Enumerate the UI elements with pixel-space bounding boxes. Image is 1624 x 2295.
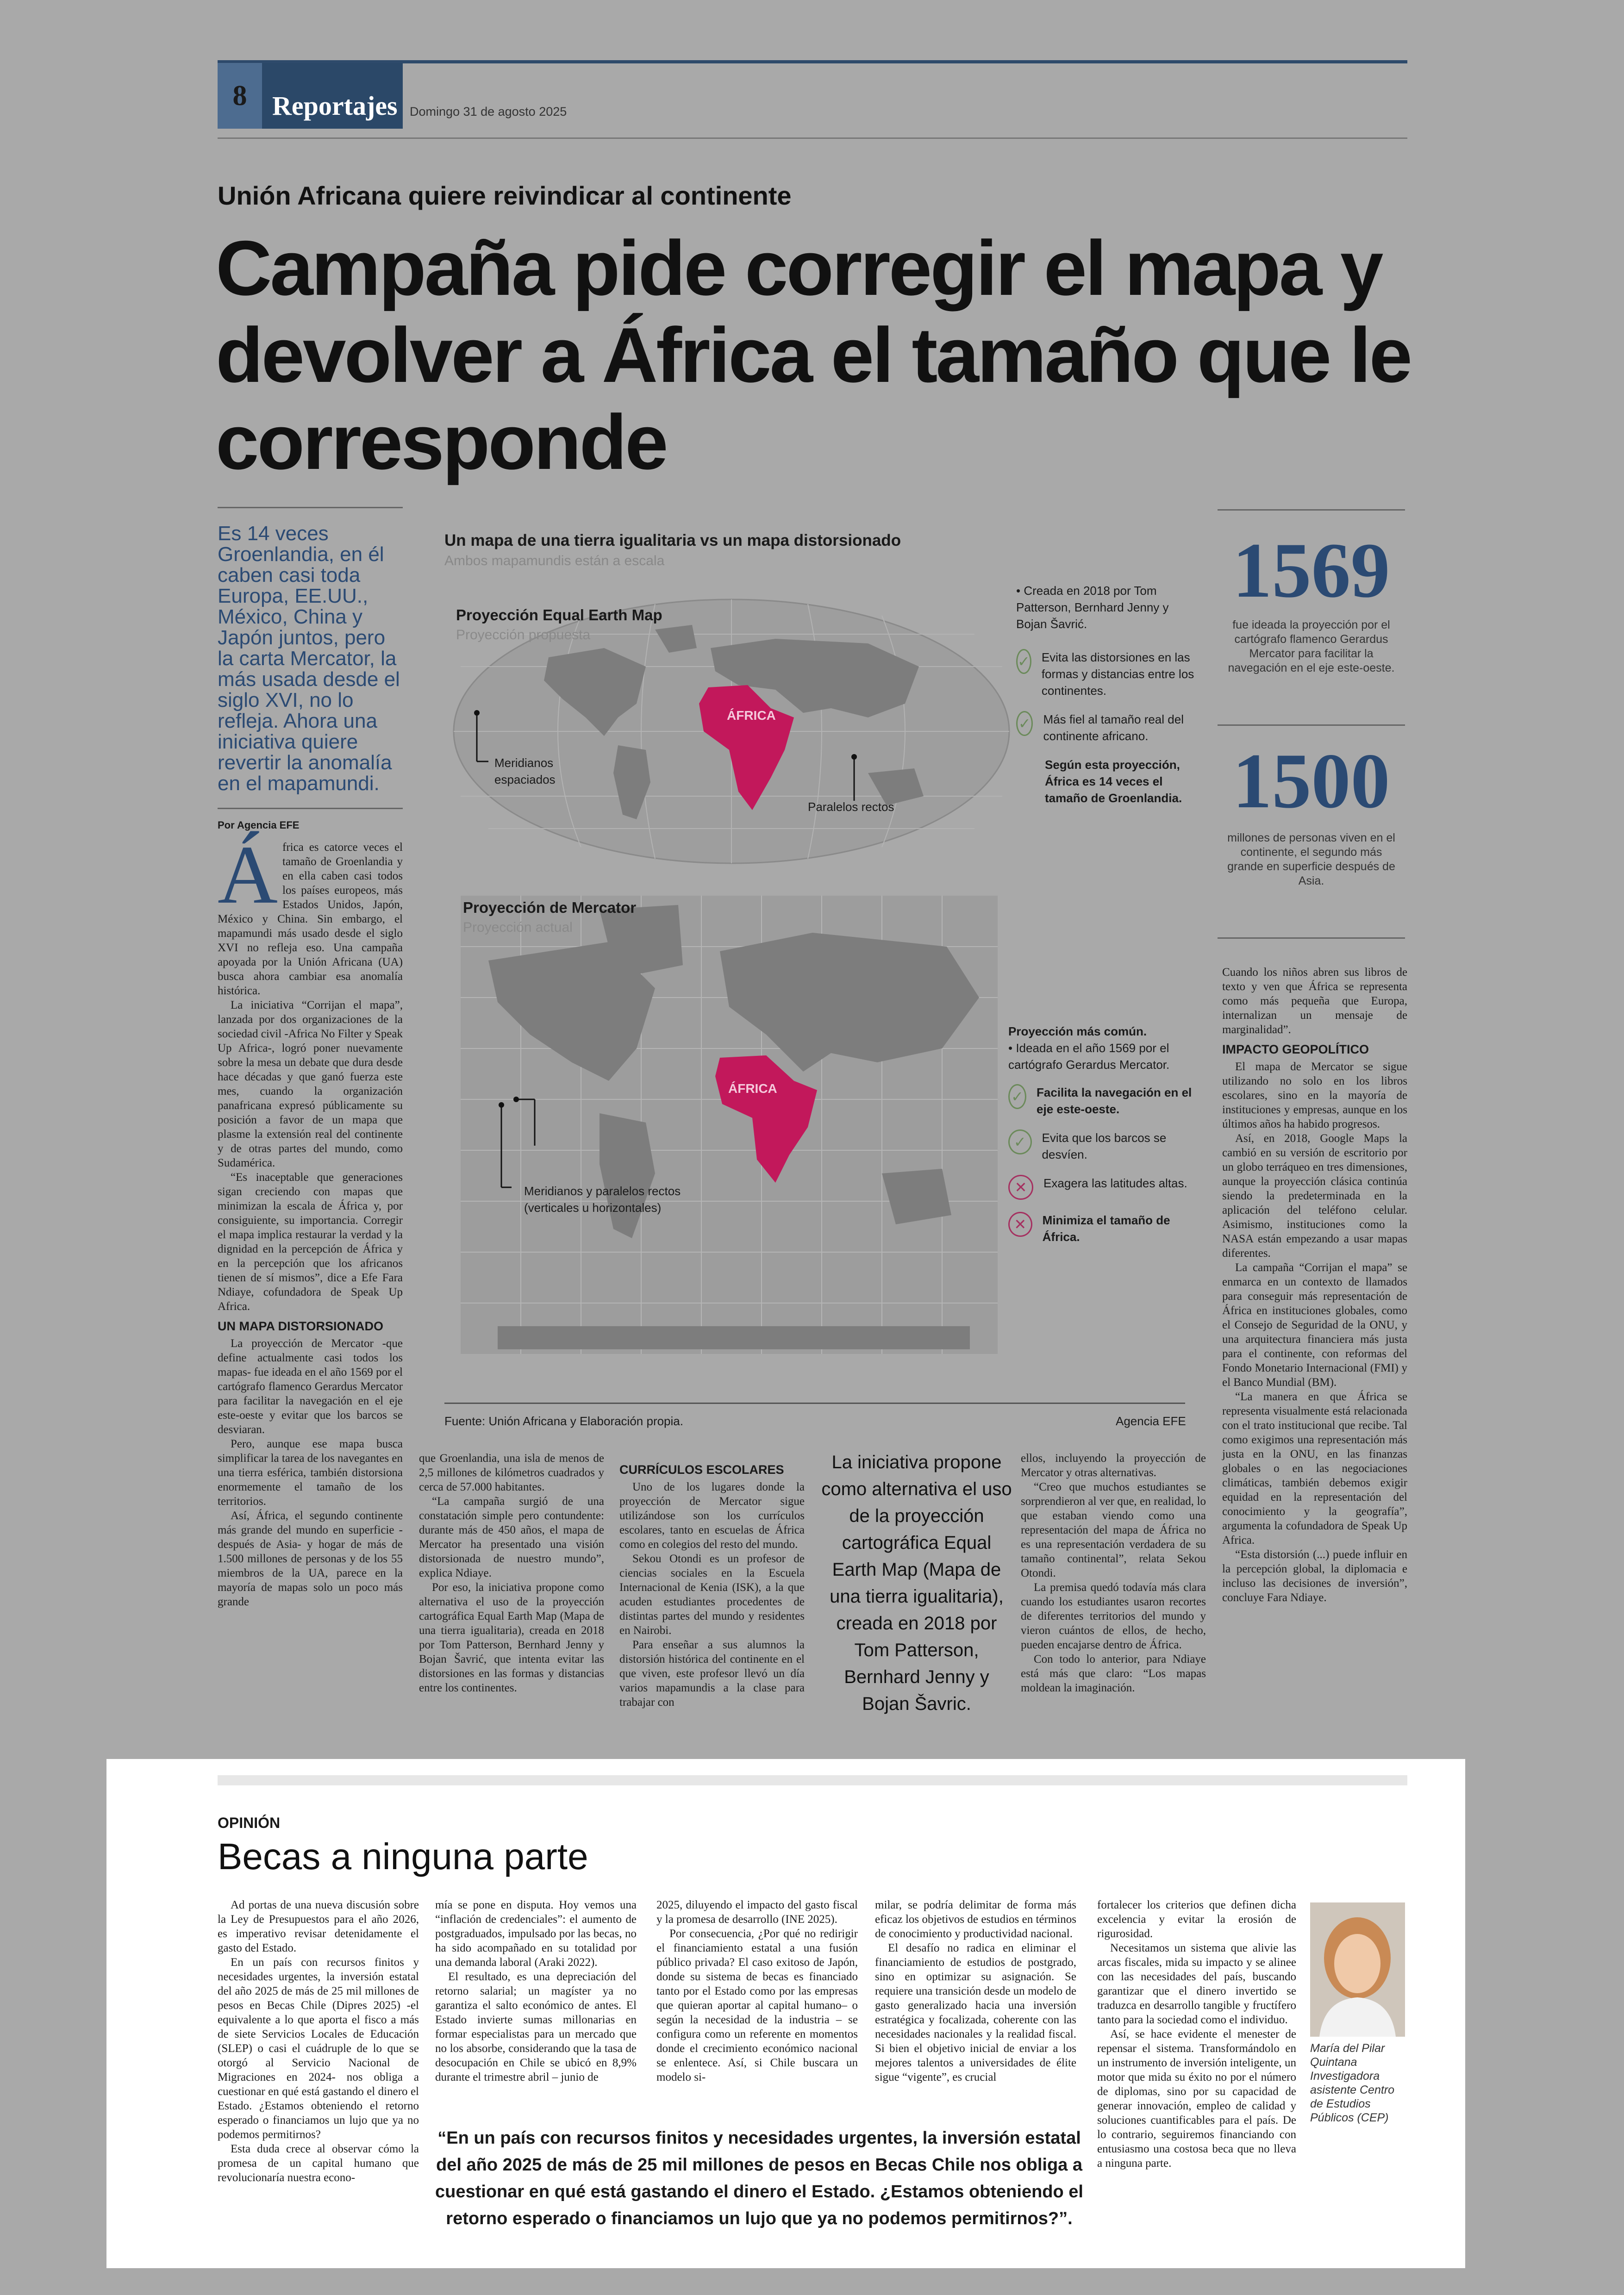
infographic-title: Un mapa de una tierra igualitaria vs un mapa distorsionado <box>444 531 901 549</box>
paragraph: Con todo lo anterior, para Ndiaye está más que claro: “Los mapas moldean la imaginación. <box>1021 1653 1206 1694</box>
stat-rule <box>1218 724 1405 726</box>
mercator-created: Ideada en el año 1569 por el cartógrafo Gerardus Mercator. <box>1008 1041 1170 1072</box>
parallels-label: Paralelos rectos <box>808 800 894 814</box>
author-caption: María del Pilar Quintana Investigadora asistente Centro de Estudios Públicos (CEP) <box>1310 2042 1395 2124</box>
paragraph: “Es inaceptable que generaciones sigan creciendo con mapas que minimizan la escala de África y, por consiguiente, su importancia. Corregir el mapa implica restaurar la verdad y la dignidad en la percepción de África y en la percepción que los africanos tienen de sí mismos”, dice a Efe Fara Ndiaye, cofundadora de Speak Up Africa. <box>218 1171 403 1313</box>
cross-icon: ✕ <box>1008 1175 1033 1200</box>
mercator-benefit: Evita que los barcos se desvíen. <box>1042 1131 1167 1161</box>
opinion-column-1 <box>218 1898 419 2185</box>
paragraph: fortalecer los criterios que definen dicha excelencia y evitar la erosión de rigurosidad. <box>1097 1899 1296 1940</box>
page-number: 8 <box>218 63 262 129</box>
stat-text: millones de personas viven en el continente, el segundo más grande en superficie después de Asia. <box>1227 831 1395 887</box>
stat-text: fue ideada la proyección por el cartógrafo flamenco Gerardus Mercator para facilitar la navegación en el eje este-oeste. <box>1228 618 1395 674</box>
paragraph: En un país con recursos finitos y necesidades urgentes, la inversión estatal del año 2025 de más de 25 mil millones de pesos en Becas Chile (Dipres 2025) -el equivalente a lo que aporta el fisco a más de siete Servicios Locales de Educación (SLEP) o casi el cuádruple de lo que se otorgó al Servicio Nacional de Migraciones en 2024- nos obliga a cuestionar en qué está gastando el dinero el Estado. ¿Estamos obteniendo el retorno esperado o financiamos un lujo que ya no podemos permitirnos? <box>218 1956 419 2141</box>
check-icon: ✓ <box>1016 649 1031 674</box>
lead-top-rule <box>218 507 403 508</box>
infographic-rule <box>444 1403 1185 1404</box>
paragraph: La proyección de Mercator -que define actualmente casi todos los mapas- fue ideada en el año 1569 por el cartógrafo flamenco Gerardus Mercator para facilitar la navegación en el eje este-oeste y evitar que los barcos se desviaran. <box>218 1337 403 1436</box>
equal-earth-note: Según esta proyección, África es 14 veces el tamaño de Groenlandia. <box>1045 758 1182 805</box>
paragraph: Ad portas de una nueva discusión sobre la Ley de Presupuestos para el año 2026, es imperativo revisar detenidamente el gasto del Estado. <box>218 1899 419 1954</box>
article-column-1 <box>218 829 403 1609</box>
author-portrait <box>1310 1902 1405 2037</box>
mercator-label: Proyección de Mercator <box>463 899 637 916</box>
equal-earth-created: Creada en 2018 por Tom Patterson, Bernhard Jenny y Bojan Šavrić. <box>1016 584 1169 631</box>
opinion-quote: “En un país con recursos finitos y necesidades urgentes, la inversión estatal del año 2025 de más de 25 mil millones de pesos en Becas Chile nos obliga a cuestionar en qué está gastando el dinero el Estado. ¿Estamos obteniendo el retorno esperado o financiamos un lujo que ya no podemos permitirnos?”. <box>435 2128 1083 2228</box>
equal-earth-label: Proyección Equal Earth Map <box>456 606 662 624</box>
paragraph: El resultado, es una depreciación del retorno salarial; un magíster ya no garantiza el salto económico de antes. El Estado invierte sumas millonarias en formar especialistas para un mercado que no los absorbe, considerando que la tasa de desocupación en Chile se ubicó en 8,9% durante el trimestre abril – junio de <box>435 1971 637 2083</box>
article-column-4 <box>1021 1451 1206 1695</box>
opinion-column-4 <box>875 1898 1076 2084</box>
paragraph: Necesitamos un sistema que alivie las arcas fiscales, mida su impacto y se alinee con las necesidades del país, buscando garantizar que el dinero invertido se traduzca en desarrollo tangible y fructífero tanto para la sociedad como el individuo. <box>1097 1942 1296 2026</box>
mercator-map <box>461 896 998 1354</box>
subheading: CURRÍCULOS ESCOLARES <box>619 1463 784 1477</box>
stat-rule <box>1218 509 1405 511</box>
paragraph: Cuando los niños abren sus libros de texto y ven que África se representa como más pequeña que Europa, internalizan un mensaje de marginalidad”. <box>1222 966 1407 1036</box>
check-icon: ✓ <box>1008 1084 1026 1109</box>
paragraph: Por consecuencia, ¿Por qué no redirigir el financiamiento estatal a una fusión público privada? El caso exitoso de Japón, donde su sistema de becas es financiado tanto por el Estado como por las empresas que quieran aportar al capital humano– o según la necesidad de la industria – se configura como un referente en momentos donde el crecimiento económico nacional se enlentece. Así, si Chile buscara un modelo si- <box>656 1927 858 2083</box>
header-rule <box>218 137 1407 139</box>
mercator-map-graphic <box>461 896 998 1354</box>
opinion-column-3 <box>656 1898 858 2084</box>
article-column-right <box>1222 965 1407 1605</box>
mercator-drawback: Exagera las latitudes altas. <box>1043 1176 1187 1190</box>
opinion-column-5 <box>1097 1898 1296 2170</box>
byline: Por Agencia EFE <box>218 819 300 831</box>
article-lead: Es 14 veces Groenlandia, en él caben casi toda Europa, EE.UU., México, China y Japón juntos, pero la carta Mercator, la más usada desde el siglo XVI, no lo refleja. Ahora una iniciativa quiere revertir la anomalía en el mapamundi. <box>218 522 400 795</box>
equal-earth-benefit: Evita las distorsiones en las formas y distancias entre los continentes. <box>1041 650 1194 698</box>
article-column-2 <box>419 1451 604 1695</box>
paragraph: La campaña “Corrijan el mapa” se enmarca en un contexto de llamados para conseguir más representación de África en instituciones globales, como el Consejo de Seguridad de la ONU, y una arquitectura financiera más justa para el continente, con reformas del Fondo Monetario Internacional (FMI) y el Banco Mundial (BM). <box>1222 1261 1407 1389</box>
paragraph: El desafío no radica en eliminar el financiamiento de estudios de postgrado, sino en optimizar su asignación. Se requiere una transición desde un modelo de gasto generalizado hacia una inversión estratégica y focalizada, coherente con las necesidades nacionales y la realidad fiscal. Si bien el objetivo inicial de enviar a los mejores talentos a universidades de élite sigue “vigente”, es crucial <box>875 1942 1076 2083</box>
opinion-title: Becas a ninguna parte <box>218 1836 588 1877</box>
infographic-source: Fuente: Unión Africana y Elaboración propia. <box>444 1414 683 1428</box>
author-photo <box>1310 1902 1405 2037</box>
paragraph: Así, África, el segundo continente más grande del mundo en superficie -después de Asia- y hogar de más de 1.500 millones de personas y de los 55 miembros de la UA, parece en la mayoría de mapas solo un poco más grande <box>218 1509 403 1608</box>
infographic-subtitle: Ambos mapamundis están a escala <box>444 553 665 568</box>
mercator-heading: Proyección más común. <box>1008 1024 1147 1038</box>
paragraph: Uno de los lugares donde la proyección de Mercator sigue utilizándose son los currículos escolares, tanto en escuelas de África como en colegios del resto del mundo. <box>619 1481 805 1551</box>
paragraph: mía se pone en disputa. Hoy vemos una “inflación de credenciales”: el aumento de postgraduados, impulsado por las becas, no ha sido acompañado en su totalidad por una demanda laboral (Araki 2022). <box>435 1899 637 1969</box>
mercator-benefit: Facilita la navegación en el eje este-oeste. <box>1037 1085 1192 1116</box>
mercator-sublabel: Proyección actual <box>463 920 573 935</box>
infographic-credit: Agencia EFE <box>1116 1414 1186 1428</box>
paragraph: milar, se podría delimitar de forma más eficaz los objetivos de estudios en términos de conocimiento y productividad nacional. <box>875 1899 1076 1940</box>
article-column-3 <box>619 1463 805 1709</box>
mercator-notes: Proyección más común. • Ideada en el año 1569 por el cartógrafo Gerardus Mercator. ✓ Facilita la navegación en el eje este-oeste. ✓ Evita que los barcos se desvíen. ✕ Exagera las latitudes altas. ✕ Minimiza el tamaño de África. <box>1008 1023 1203 1257</box>
issue-date: Domingo 31 de agosto 2025 <box>410 105 567 118</box>
check-icon: ✓ <box>1016 711 1033 736</box>
drop-cap: Á <box>218 829 278 921</box>
opinion-top-bar <box>218 1775 1407 1785</box>
pull-quote: La iniciativa propone como alternativa el uso de la proyección cartográfica Equal Earth Map (Mapa de una tierra igualitaria), creada en 2018 por Tom Patterson, Bernhard Jenny y Bojan Šavric. <box>821 1452 1012 1714</box>
paragraph: “La campaña surgió de una constatación simple pero contundente: durante más de 450 años, el mapa de Mercator ha presentado una visión distorsionada de nuestro mundo”, explica Ndiaye. <box>419 1495 604 1579</box>
paragraph: Sekou Otondi es un profesor de ciencias sociales en la Escuela Internacional de Kenia (ISK), a la que acuden estudiantes procedentes de distintas partes del mundo y residentes en Nairobi. <box>619 1553 805 1637</box>
stat-number: 1569 <box>1232 527 1390 614</box>
paragraph: “Esta distorsión (...) puede influir en la percepción global, la diplomacia e incluso las decisiones de inversión”, concluye Fara Ndiaye. <box>1222 1548 1407 1604</box>
paragraph: “Creo que muchos estudiantes se sorprendieron al ver que, en realidad, lo que estaban viendo como una representación del mapa de África no es una representación verdadera de su tamaño continental”, relata Sekou Otondi. <box>1021 1481 1206 1579</box>
africa-label: ÁFRICA <box>728 1081 777 1096</box>
lead-bottom-rule <box>218 808 403 809</box>
stat-rule <box>1218 937 1405 939</box>
paragraph: Pero, aunque ese mapa busca simplificar la tarea de los navegantes en una tierra esférica, también distorsiona enormemente el tamaño de los territorios. <box>218 1438 403 1508</box>
article-headline: Campaña pide corregir el mapa y devolver a África el tamaño que le corresponde <box>216 225 1411 486</box>
stat-number: 1500 <box>1232 737 1390 824</box>
africa-label: ÁFRICA <box>727 708 776 723</box>
subheading: UN MAPA DISTORSIONADO <box>218 1319 384 1333</box>
equal-earth-benefit: Más fiel al tamaño real del continente africano. <box>1043 712 1184 743</box>
paragraph: La premisa quedó todavía más clara cuando los estudiantes usaron recortes de diferentes territorios del mundo y vieron cuántos de ellos, de hecho, pueden encajarse dentro de África. <box>1021 1581 1206 1651</box>
equal-earth-sublabel: Proyección propuesta <box>456 627 591 642</box>
subheading: IMPACTO GEOPOLÍTICO <box>1222 1042 1369 1056</box>
check-icon: ✓ <box>1008 1129 1032 1154</box>
section-name: Reportajes <box>272 91 398 121</box>
paragraph: El mapa de Mercator se sigue utilizando no solo en los libros escolares, sino en la mayoría de instituciones y empresas, aunque en los últimos años ha habido progresos. <box>1222 1060 1407 1130</box>
paragraph: “La manera en que África se representa visualmente está relacionada con el trato institucional que recibe. Tal como exigimos una representación más justa en la ONU, en las finanzas globales o en las negociaciones climáticas, también debemos exigir equidad en la representación del conocimiento y la geografía”, argumenta la cofundadora de Speak Up Africa. <box>1222 1391 1407 1547</box>
meridians-label: Meridianos espaciados <box>494 756 556 786</box>
paragraph: Así, se hace evidente el menester de repensar el sistema. Transformándolo en un instrumento de inversión inteligente, un motor que mida su éxito no por el número de diplomas, sino por su capacidad de generar innovación, empleo de calidad y soluciones cuantificables para el país. De lo contrario, seguiremos financiando con entusiasmo una costosa beca que no lleva a ninguna parte. <box>1097 2028 1296 2170</box>
equal-earth-notes: • Creada en 2018 por Tom Patterson, Bernhard Jenny y Bojan Šavrić. ✓ Evita las distorsiones en las formas y distancias entre los continentes. ✓ Más fiel al tamaño real del continente africano. Según esta proyección, África es 14 veces el tamaño de Groenlandia. <box>1016 582 1201 806</box>
opinion-label: OPINIÓN <box>218 1815 281 1831</box>
paragraph: Así, en 2018, Google Maps la cambió en su versión de escritorio por un globo terráqueo en tres dimensiones, aunque la proyección clásica continúa siendo la predeterminada en la aplicación del teléfono celular. Asimismo, instituciones como la NASA están empezando a usar mapas diferentes. <box>1222 1132 1407 1260</box>
cross-icon: ✕ <box>1008 1212 1032 1237</box>
paragraph: que Groenlandia, una isla de menos de 2,5 millones de kilómetros cuadrados y cerca de 57.000 habitantes. <box>419 1452 604 1493</box>
mercator-lines-label: Meridianos y paralelos rectos (verticales u horizontales) <box>524 1184 681 1215</box>
paragraph: La iniciativa “Corrijan el mapa”, lanzada por dos organizaciones de la sociedad civil -Africa No Filter y Speak Up Africa-, logró poner nuevamente sobre la mesa un debate que dura desde hace décadas y que ganó fuerza este mes, cuando la organización panafricana expresó públicamente su posición a favor de un mapa que plasme la extensión real del continente y de otras partes del mundo, como Sudamérica. <box>218 999 403 1169</box>
paragraph: ellos, incluyendo la proyección de Mercator y otras alternativas. <box>1021 1452 1206 1479</box>
paragraph: Para enseñar a sus alumnos la distorsión histórica del continente en el que viven, este profesor llevó un día varios mapamundis a la clase para trabajar con <box>619 1639 805 1709</box>
paragraph: Esta duda crece al observar cómo la promesa de un capital humano que revolucionaría nuestra econo- <box>218 2143 419 2184</box>
paragraph: Por eso, la iniciativa propone como alternativa el uso de la proyección cartográfica Equal Earth Map (Mapa de una tierra igualitaria), creada en 2018 por Tom Patterson, Bernhard Jenny y Bojan Šavrić, que intenta evitar las distorsiones en las formas y distancias entre los continentes. <box>419 1581 604 1694</box>
opinion-column-2 <box>435 1898 637 2084</box>
mercator-drawback: Minimiza el tamaño de África. <box>1042 1213 1170 1244</box>
paragraph: frica es catorce veces el tamaño de Groenlandia y en ella caben casi todos los países europeos, más Estados Unidos, Japón, México y China. Sin embargo, el mapamundi más usado desde el siglo XVI no refleja eso. Una campaña apoyada por la Unión Africana (UA) busca ahora cambiar esa anomalía histórica. <box>218 841 403 997</box>
article-kicker: Unión Africana quiere reivindicar al continente <box>218 181 792 210</box>
paragraph: 2025, diluyendo el impacto del gasto fiscal y la promesa de desarrollo (INE 2025). <box>656 1899 858 1926</box>
